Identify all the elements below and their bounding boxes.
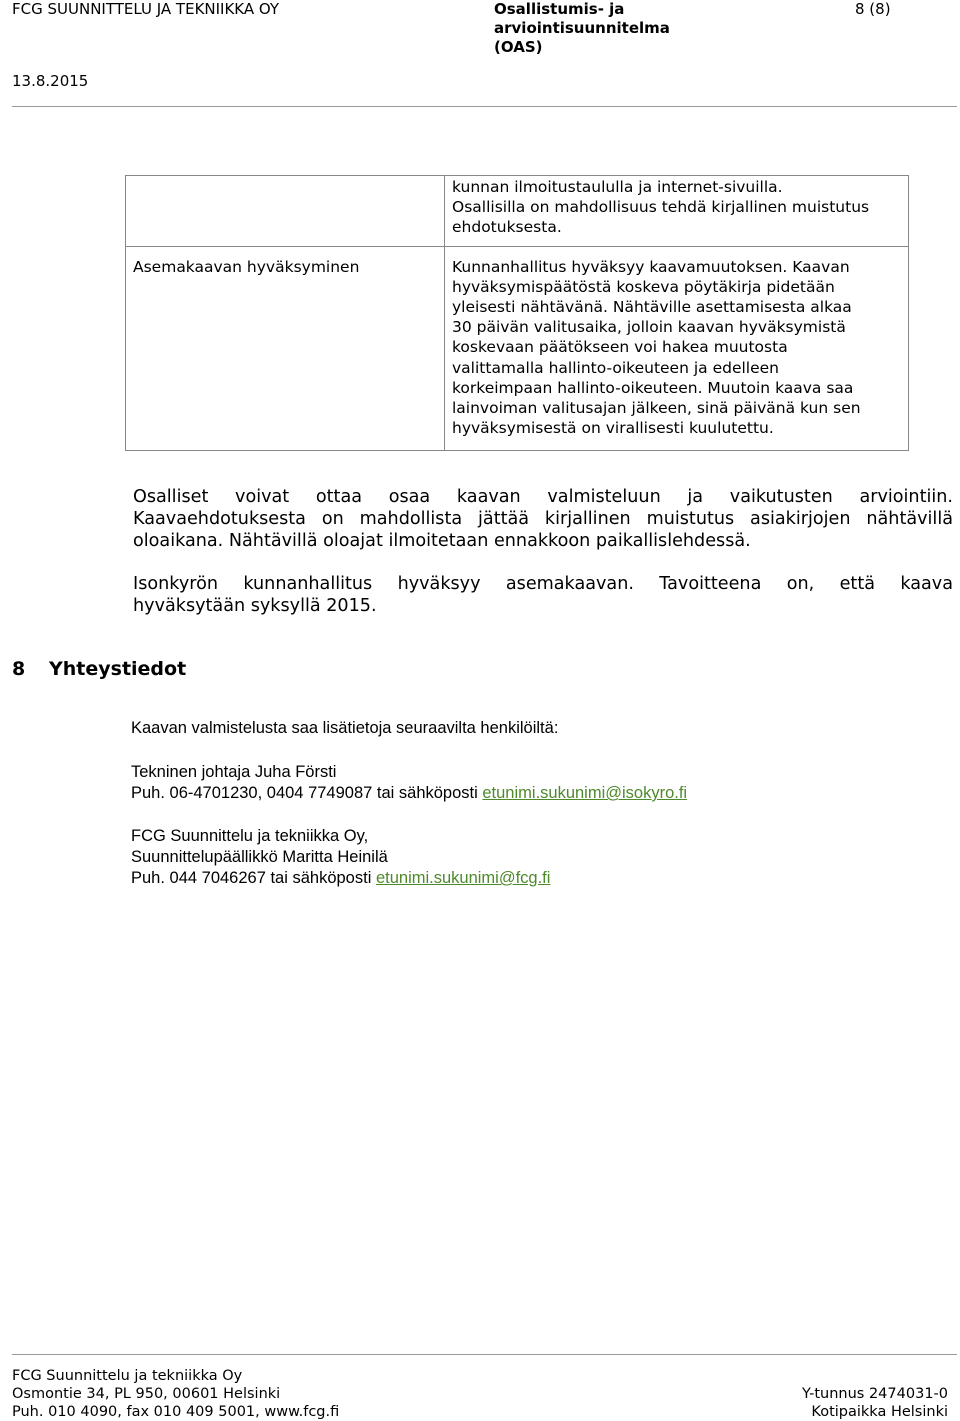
- phase-name-cell: [126, 176, 445, 247]
- page-number: 8 (8): [855, 0, 891, 18]
- email-link[interactable]: etunimi.sukunimi@fcg.fi: [375, 869, 551, 887]
- contact-person-1: [131, 762, 687, 804]
- cell-line: hyväksymisestä on virallisesti kuulutettu.: [452, 419, 774, 438]
- cell-line: Kunnanhallitus hyväksyy kaavamuutoksen. Kaavan: [452, 257, 850, 276]
- footer-company: FCG Suunnittelu ja tekniikka Oy: [12, 1368, 243, 1384]
- phase-name-cell: Asemakaavan hyväksyminen: [126, 246, 445, 451]
- header-company: FCG SUUNNITTELU JA TEKNIIKKA OY: [12, 0, 280, 18]
- section-title: Yhteystiedot: [49, 658, 187, 680]
- contact-name: Suunnittelupäällikkö Maritta Heinilä: [131, 848, 388, 866]
- cell-line: 30 päivän valitusaika, jolloin kaavan hyväksymistä: [452, 318, 846, 337]
- paragraph-line: Isonkyrön kunnanhallitus hyväksyy asemakaavan. Tavoitteena on, että kaava: [133, 574, 953, 594]
- contact-phone: Puh. 044 7046267 tai sähköposti: [131, 869, 376, 887]
- paragraph-line: hyväksytään syksyllä 2015.: [133, 596, 377, 616]
- cell-line: kunnan ilmoitustaululla ja internet-sivuilla.: [452, 178, 783, 196]
- contact-person-2: [131, 826, 550, 889]
- paragraph-line: Kaavaehdotuksesta on mahdollista jättää kirjallinen muistutus asiakirjojen nähtävillä: [133, 509, 953, 529]
- cell-line: yleisesti nähtävänä. Nähtäville asettamisesta alkaa: [452, 298, 852, 317]
- contacts-intro: Kaavan valmistelusta saa lisätietoja seuraavilta henkilöiltä:: [131, 719, 559, 737]
- footer-contact: Puh. 010 4090, fax 010 409 5001, www.fcg.fi: [12, 1404, 340, 1420]
- contact-phone: Puh. 06-4701230, 0404 7749087 tai sähköposti: [131, 784, 483, 802]
- contact-phone-line: [131, 868, 550, 889]
- document-date: 13.8.2015: [12, 72, 89, 90]
- contact-company: FCG Suunnittelu ja tekniikka Oy,: [131, 827, 369, 845]
- contact-name: Tekninen johtaja Juha Försti: [131, 763, 337, 781]
- section-number: 8: [12, 658, 26, 680]
- cell-line: valittamalla hallinto-oikeuteen ja edelleen: [452, 358, 779, 377]
- approval-paragraph: [133, 573, 953, 617]
- document-title-line: Osallistumis- ja: [494, 0, 625, 18]
- table-row: [126, 176, 909, 247]
- cell-line: koskevaan päätökseen voi hakea muutosta: [452, 338, 788, 357]
- header-divider: [12, 106, 957, 107]
- cell-line: Osallisilla on mahdollisuus tehdä kirjallinen muistutus: [452, 198, 870, 217]
- document-title-line: arviointisuunnitelma: [494, 19, 670, 37]
- document-title-line: (OAS): [494, 38, 543, 56]
- contact-phone-line: [131, 783, 687, 804]
- phase-description-cell: [445, 246, 909, 451]
- document-title: [494, 0, 694, 57]
- phase-table: [125, 175, 909, 451]
- cell-line: lainvoiman valitusajan jälkeen, sinä päivänä kun sen: [452, 399, 861, 418]
- paragraph-line: oloaikana. Nähtävillä oloajat ilmoitetaan ennakkoon paikallislehdessä.: [133, 531, 751, 551]
- participation-paragraph: [133, 486, 953, 552]
- footer-left: [12, 1367, 339, 1421]
- footer-address: Osmontie 34, PL 950, 00601 Helsinki: [12, 1386, 281, 1402]
- cell-line: ehdotuksesta.: [452, 218, 562, 237]
- cell-line: hyväksymispäätöstä koskeva pöytäkirja pidetään: [452, 277, 835, 296]
- footer-domicile: Kotipaikka Helsinki: [811, 1404, 948, 1420]
- phase-description-cell: [445, 176, 909, 247]
- table-row: [126, 246, 909, 451]
- paragraph-line: Osalliset voivat ottaa osaa kaavan valmisteluun ja vaikutusten arviointiin.: [133, 487, 953, 507]
- footer-divider: [12, 1354, 957, 1355]
- cell-line: korkeimpaan hallinto-oikeuteen. Muutoin kaava saa: [452, 378, 854, 397]
- footer-right: [802, 1385, 948, 1421]
- footer-business-id: Y-tunnus 2474031-0: [801, 1386, 948, 1402]
- email-link[interactable]: etunimi.sukunimi@isokyro.fi: [482, 784, 688, 802]
